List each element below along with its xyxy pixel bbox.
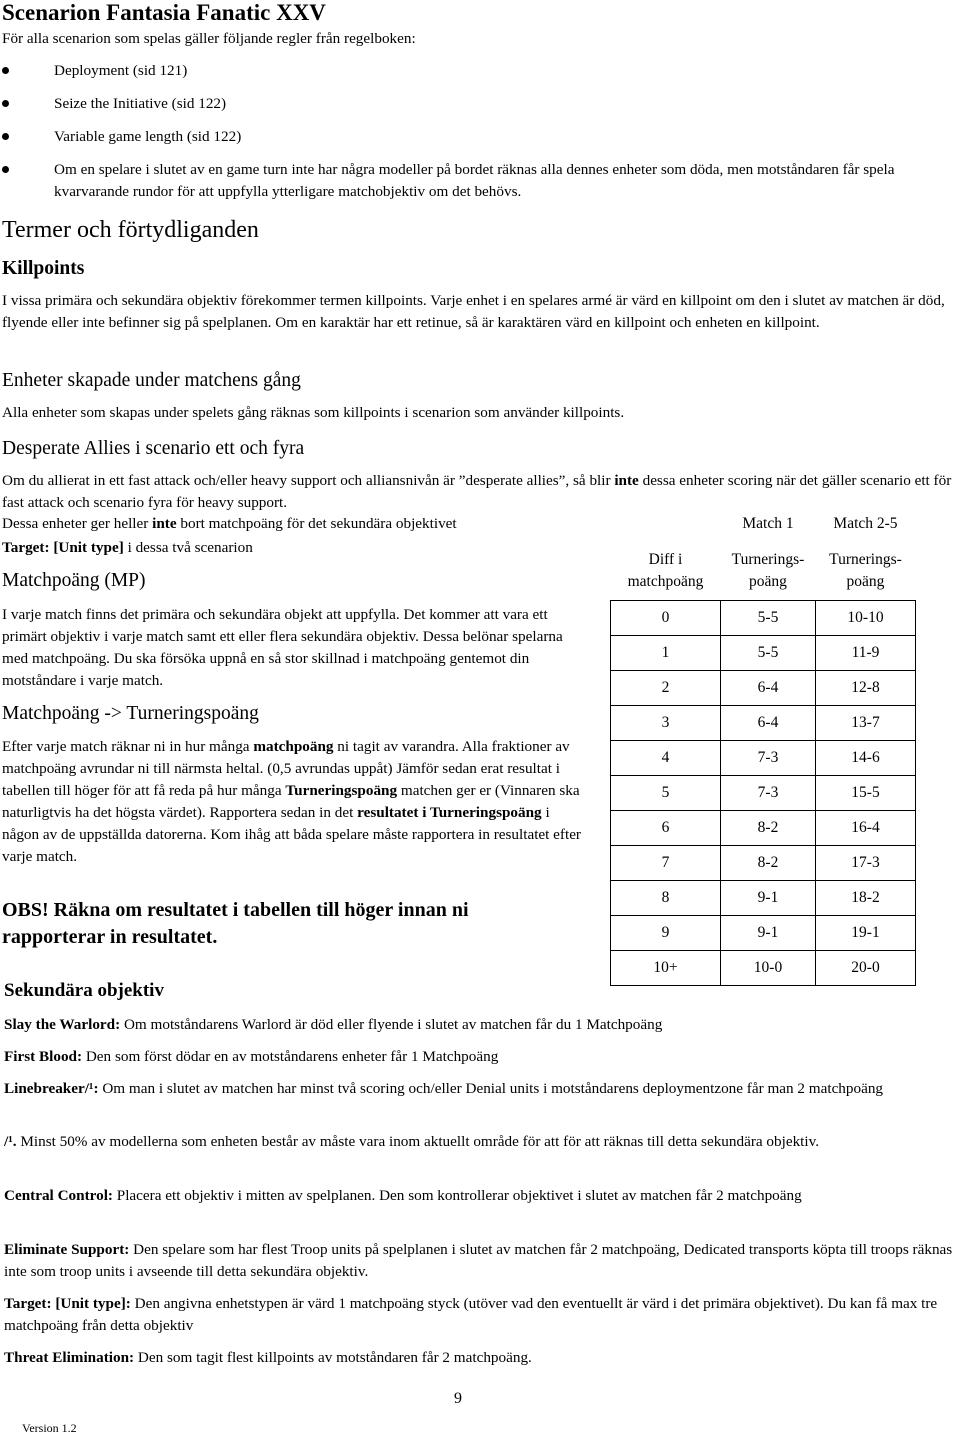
table-cell: 20-0 <box>816 950 916 985</box>
killpoints-text: I vissa primära och sekundära objektiv förekommer termen killpoints. Varje enhet i en spelares armé är värd en killpoint om den i slutet av matchen är död, flyende eller inte befinner sig på spelplanen. Om en karaktär har ett retinue, så är karaktären värd en killpoint och enheten en killpoint. <box>2 292 945 331</box>
header-diff: Diff i matchpoäng <box>627 550 704 590</box>
bullet-icon <box>2 166 9 173</box>
table-cell: 16-4 <box>816 810 916 845</box>
secondary-item-threat-elimination: Threat Elimination: Den som tagit flest killpoints av motståndaren får 2 matchpoäng. <box>4 1349 532 1366</box>
table-cell: 8-2 <box>721 810 816 845</box>
table-cell: 0 <box>611 600 721 635</box>
header-tp2: Turnerings-poäng <box>829 550 902 590</box>
killpoints-heading: Killpoints <box>2 258 85 279</box>
table-cell: 5-5 <box>721 635 816 670</box>
allies-text-secondary: Dessa enheter ger heller inte bort matchpoäng för det sekundära objektivet <box>2 515 457 532</box>
allies-text-target: Target: [Unit type] i dessa två scenarion <box>2 539 253 556</box>
header-match1: Match 1 <box>742 514 794 532</box>
page-number: 9 <box>454 1390 462 1407</box>
table-cell: 9 <box>611 915 721 950</box>
table-row <box>611 600 916 635</box>
table-cell: 12-8 <box>816 670 916 705</box>
secondary-item-target: Target: [Unit type]: Den angivna enhetstypen är värd 1 matchpoäng styck (utöver vad den eventuellt är värd i det primära objektivet). Du kan få max tre matchpoäng från detta objektiv <box>4 1295 938 1334</box>
table-cell: 17-3 <box>816 845 916 880</box>
secondary-heading: Sekundära objektiv <box>4 980 164 1001</box>
table-row <box>611 880 916 915</box>
intro-text: För alla scenarion som spelas gäller följande regler från regelboken: <box>2 30 416 47</box>
table-cell: 9-1 <box>721 880 816 915</box>
secondary-item-slay-the-warlord: Slay the Warlord: Om motståndarens Warlord är död eller flyende i slutet av matchen får du 1 Matchpoäng <box>4 1016 663 1033</box>
table-cell: 5 <box>611 775 721 810</box>
table-cell: 19-1 <box>816 915 916 950</box>
secondary-item-eliminate-support: Eliminate Support: Den spelare som har flest Troop units på spelplanen i slutet av matchen får 2 matchpoäng, Dedicated transports köpta till troops räknas inte som troop units i avseende till detta sekundära objektiv. <box>4 1241 953 1280</box>
header-tp1: Turnerings-poäng <box>731 550 805 590</box>
table-header-row <box>611 505 916 542</box>
table-cell: 9-1 <box>721 915 816 950</box>
bullet-icon <box>2 133 9 140</box>
table-cell: 13-7 <box>816 705 916 740</box>
table-cell: 4 <box>611 740 721 775</box>
secondary-item-central-control: Central Control: Placera ett objektiv i mitten av spelplanen. Den som kontrollerar objektivet i slutet av matchen får 2 matchpoäng <box>4 1187 802 1204</box>
allies-text: Om du allierat in ett fast attack och/eller heavy support och alliansnivån är ”desperate allies”, så blir inte dessa enheter scoring när det gäller scenario ett för fast attack och scenario fyra för heavy support. <box>2 472 952 511</box>
secondary-item-linebreaker: Linebreaker/¹: Om man i slutet av matchen har minst två scoring och/eller Denial units i motståndarens deploymentzone får man 2 matchpoäng <box>4 1080 884 1097</box>
bullet-icon <box>2 100 9 107</box>
bullet-icon <box>2 67 9 74</box>
table-cell: 18-2 <box>816 880 916 915</box>
table-cell: 11-9 <box>816 635 916 670</box>
table-cell: 7 <box>611 845 721 880</box>
secondary-item-first-blood: First Blood: Den som först dödar en av motståndarens enheter får 1 Matchpoäng <box>4 1048 499 1065</box>
table-cell: 5-5 <box>721 600 816 635</box>
points-table <box>610 505 916 986</box>
obs-note: OBS! Räkna om resultatet i tabellen till höger innan ni rapporterar in resultatet. <box>2 899 469 948</box>
table-row <box>611 775 916 810</box>
table-cell: 6-4 <box>721 670 816 705</box>
table-cell: 1 <box>611 635 721 670</box>
table-cell: 10-10 <box>816 600 916 635</box>
table-cell: 6 <box>611 810 721 845</box>
table-row <box>611 810 916 845</box>
table-cell: 7-3 <box>721 740 816 775</box>
conversion-heading: Matchpoäng -> Turneringspoäng <box>2 703 259 724</box>
table-cell: 15-5 <box>816 775 916 810</box>
terms-heading: Termer och förtydliganden <box>2 217 259 243</box>
version-label: Version 1.2 <box>22 1421 77 1435</box>
table-cell: 8 <box>611 880 721 915</box>
table-row <box>611 740 916 775</box>
mp-text: I varje match finns det primära och sekundära objekt att uppfylla. Det kommer att vara ett primärt objektiv i varje match samt ett eller flera sekundära objektiv. Dessa belönar spelarna med matchpoäng. Du ska försöka uppnå en så stor skillnad i matchpoäng gentemot din motståndare i varje match. <box>2 606 563 689</box>
units-heading: Enheter skapade under matchens gång <box>2 370 301 391</box>
table-cell: 10-0 <box>721 950 816 985</box>
table-cell: 8-2 <box>721 845 816 880</box>
table-cell: 3 <box>611 705 721 740</box>
page-title: Scenarion Fantasia Fanatic XXV <box>2 0 326 25</box>
secondary-item-footnote: /¹. Minst 50% av modellerna som enheten består av måste vara inom aktuellt område för att för att räknas till detta sekundära objektiv. <box>4 1133 820 1150</box>
units-text: Alla enheter som skapas under spelets gång räknas som killpoints i scenarion som använder killpoints. <box>2 404 625 421</box>
table-row <box>611 705 916 740</box>
rules-list: Deployment (sid 121) Seize the Initiative (sid 122) Variable game length (sid 122) Om en spelare i slutet av en game turn inte har några modeller på bordet räknas alla dennes enheter som döda, men motståndaren får spela kvarvarande rundor för att uppfylla ytterligare matchobjektiv om det behövs. <box>2 60 932 210</box>
table-cell: 10+ <box>611 950 721 985</box>
table-row <box>611 670 916 705</box>
table-row <box>611 950 916 985</box>
table-cell: 2 <box>611 670 721 705</box>
allies-heading: Desperate Allies i scenario ett och fyra <box>2 438 305 459</box>
mp-heading: Matchpoäng (MP) <box>2 570 146 591</box>
table-row <box>611 915 916 950</box>
table-row <box>611 635 916 670</box>
table-cell: 14-6 <box>816 740 916 775</box>
header-match25: Match 2-5 <box>833 514 898 532</box>
table-cell: 6-4 <box>721 705 816 740</box>
table-row <box>611 845 916 880</box>
table-header-row <box>611 542 916 600</box>
table-cell: 7-3 <box>721 775 816 810</box>
conversion-text: Efter varje match räknar ni in hur många matchpoäng ni tagit av varandra. Alla fraktioner av matchpoäng avrundar ni till närmsta heltal. (0,5 avrundas uppåt) Jämför sedan erat resultat i tabellen till höger för att få reda på hur många Turneringspoäng matchen ger er (Vinnaren ska naturligtvis ha det högsta värdet). Rapportera sedan in det resultatet i Turneringspoäng i någon av de uppställda datorerna. Kom ihåg att båda spelare måste rapportera in resultatet efter varje match. <box>2 738 581 865</box>
